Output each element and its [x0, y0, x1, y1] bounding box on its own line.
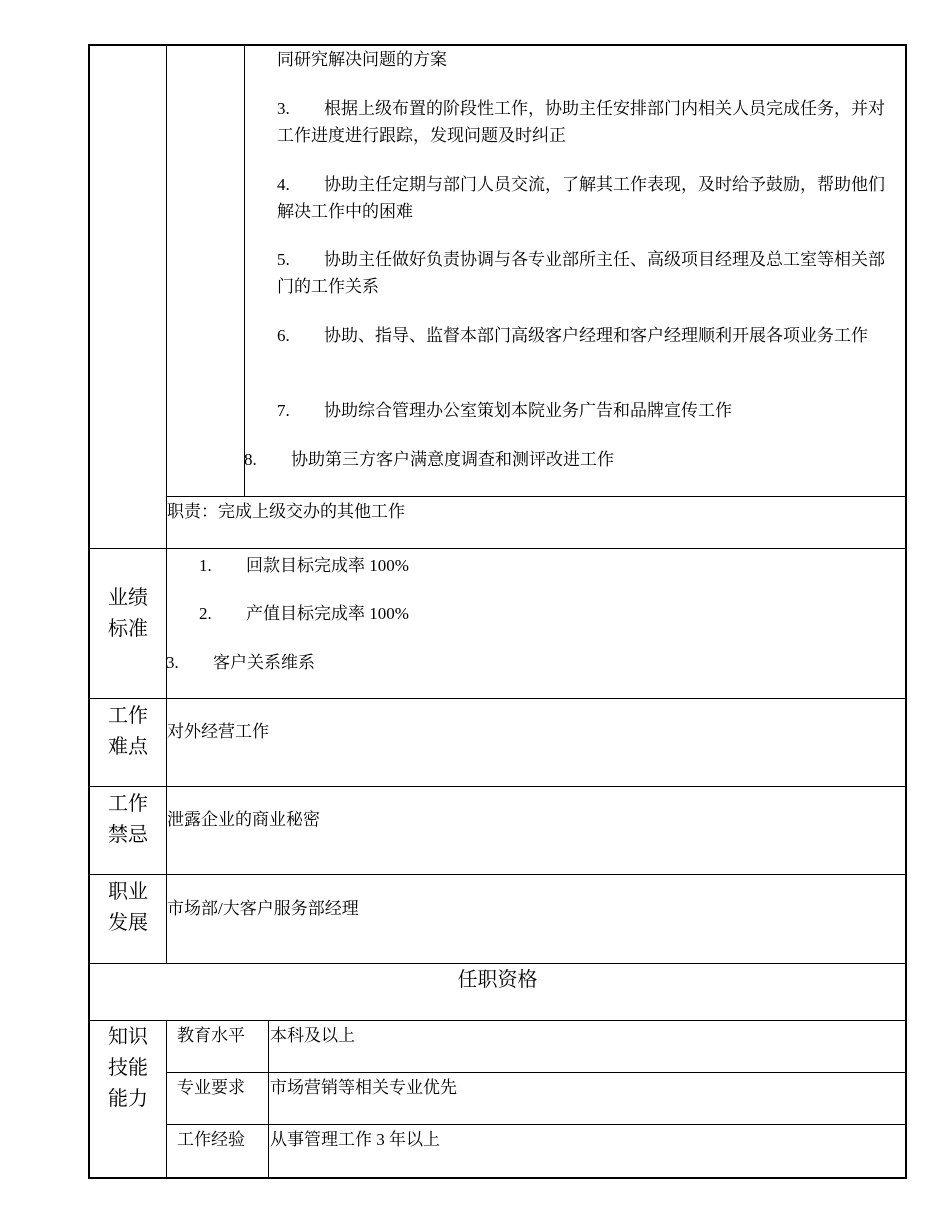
knowledge-label-line1: 知识 [108, 1026, 148, 1048]
performance-item-text: 回款目标完成率 100% [246, 556, 409, 575]
duty-item-number: 7. [277, 401, 290, 420]
duty-item-number: 8. [244, 450, 257, 469]
difficulty-label [90, 701, 166, 763]
duty-item-number: 6. [277, 326, 290, 345]
difficulty-label-line2: 难点 [108, 736, 148, 758]
knowledge-label-divider [166, 1020, 167, 1178]
career-label [90, 877, 166, 939]
performance-item [199, 600, 409, 627]
knowledge-key-divider [268, 1020, 269, 1178]
duties-other-divider [166, 496, 906, 497]
duty-other: 职责：完成上级交办的其他工作 [167, 502, 405, 521]
section-divider-difficulty [88, 698, 906, 699]
knowledge-row-divider-2 [166, 1124, 906, 1125]
difficulty-text: 对外经营工作 [167, 722, 269, 741]
border-top [88, 44, 907, 46]
knowledge-row-divider-1 [166, 1072, 906, 1073]
career-text: 市场部/大客户服务部经理 [167, 899, 359, 918]
performance-label-line1: 业绩 [108, 587, 148, 609]
performance-item-number: 2. [199, 604, 212, 623]
duty-item [277, 171, 885, 225]
duty-item-text: 协助第三方客户满意度调查和测评改进工作 [291, 450, 614, 469]
duty-item [277, 246, 885, 300]
duty-item-text: 协助主任做好负责协调与各专业部所主任、高级项目经理及总工室等相关部门的工作关系 [277, 250, 885, 296]
knowledge-row-key: 工作经验 [177, 1130, 245, 1149]
performance-label-line2: 标准 [108, 618, 148, 640]
career-label-line2: 发展 [108, 912, 148, 934]
duty-item-text: 根据上级布置的阶段性工作，协助主任安排部门内相关人员完成任务，并对工作进度进行跟踪，发现问题及时纠正 [277, 99, 885, 145]
knowledge-row-key: 教育水平 [177, 1026, 245, 1045]
duty-item [277, 397, 732, 424]
performance-item-text: 客户关系维系 [213, 653, 315, 672]
knowledge-row-value: 从事管理工作 3 年以上 [270, 1130, 440, 1149]
section-divider-taboo [88, 786, 906, 787]
career-label-line1: 职业 [108, 881, 148, 903]
duty-continued-line: 同研究解决问题的方案 [277, 50, 447, 69]
performance-item-text: 产值目标完成率 100% [246, 604, 409, 623]
duty-item-text: 协助综合管理办公室策划本院业务广告和品牌宣传工作 [324, 401, 732, 420]
section-divider-knowledge [88, 1020, 906, 1021]
section-divider-career [88, 874, 906, 875]
knowledge-row-value: 本科及以上 [270, 1026, 355, 1045]
knowledge-label-line3: 能力 [108, 1088, 148, 1110]
duty-item-number: 4. [277, 175, 290, 194]
section-divider-qualification [88, 963, 906, 964]
section-divider-performance [88, 548, 906, 549]
duty-item-number: 5. [277, 250, 290, 269]
performance-item-number: 3. [166, 653, 179, 672]
taboo-label-line1: 工作 [108, 793, 148, 815]
qualification-title: 任职资格 [457, 969, 538, 991]
border-bottom [88, 1177, 907, 1179]
duty-item [277, 322, 885, 349]
knowledge-row-value: 市场营销等相关专业优先 [270, 1078, 457, 1097]
taboo-label [90, 789, 166, 851]
knowledge-row-key: 专业要求 [177, 1078, 245, 1097]
duties-inner-divider [244, 44, 245, 497]
knowledge-label-line2: 技能 [108, 1057, 148, 1079]
duty-item-text: 协助、指导、监督本部门高级客户经理和客户经理顺利开展各项业务工作 [324, 326, 868, 345]
duty-item [277, 95, 885, 149]
difficulty-label-line1: 工作 [108, 705, 148, 727]
performance-item [166, 649, 315, 676]
performance-item-number: 1. [199, 556, 212, 575]
performance-item [199, 552, 409, 579]
taboo-label-line2: 禁忌 [108, 824, 148, 846]
duty-item-text: 协助主任定期与部门人员交流，了解其工作表现，及时给予鼓励，帮助他们解决工作中的困难 [277, 175, 885, 221]
performance-label [90, 583, 166, 645]
taboo-text: 泄露企业的商业秘密 [167, 810, 320, 829]
knowledge-label [90, 1022, 166, 1115]
duty-item [244, 446, 614, 473]
border-right [905, 44, 907, 1179]
duty-item-number: 3. [277, 99, 290, 118]
